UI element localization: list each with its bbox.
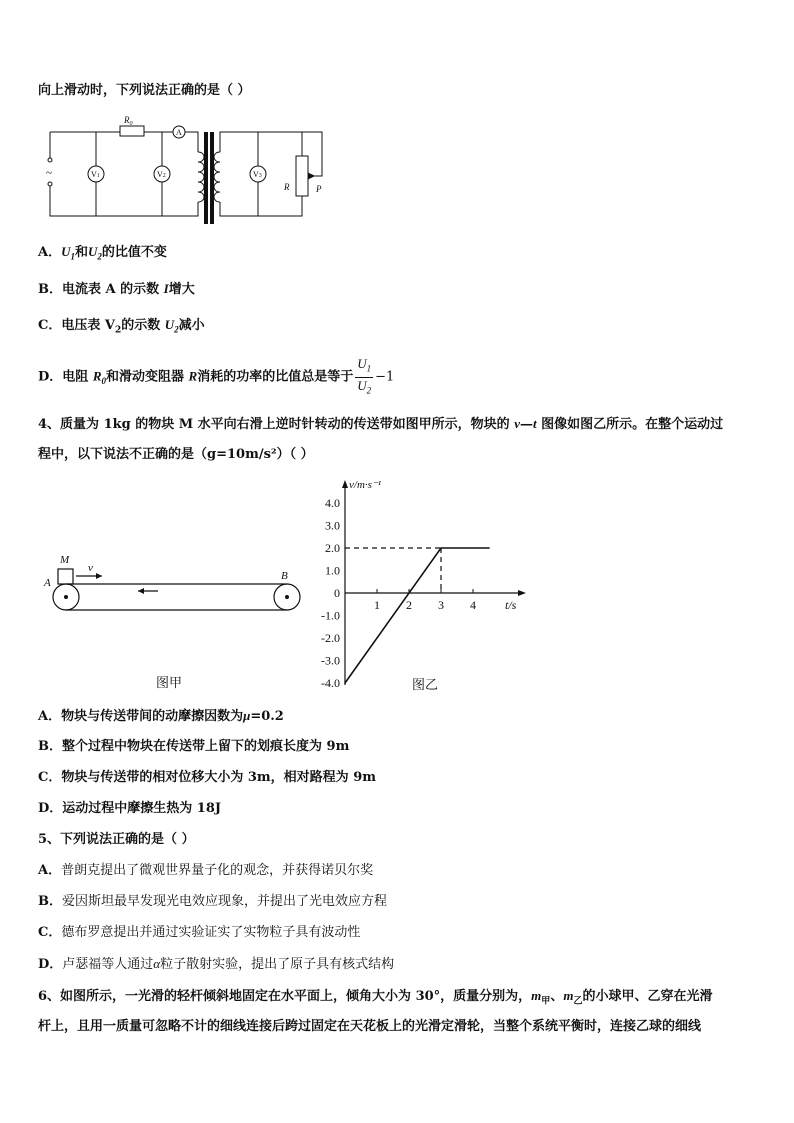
question-4-stem-line2: 程中，以下说法不正确的是（g=10m/s²）（ ）	[38, 447, 314, 462]
label-A: A	[44, 577, 51, 589]
conveyor-belt-figure	[38, 545, 308, 695]
y-tick-label: -4.0	[321, 676, 340, 690]
q4-option-a: A．物块与传送带间的动摩擦因数为μ=0.2	[38, 708, 284, 724]
label-M: M	[60, 554, 70, 566]
ammeter-label: A	[176, 128, 182, 137]
y-tick-label: 0	[334, 586, 340, 600]
x-axis-arrow	[518, 590, 526, 596]
v1-label: V1	[91, 170, 100, 179]
x-tick-label: 4	[470, 598, 476, 612]
velocity-point	[488, 547, 490, 549]
x-axis-label: t/s	[505, 598, 517, 612]
y-tick-label: 2.0	[325, 541, 340, 555]
q3-option-b: B．电流表 A 的示数 I增大	[38, 281, 195, 297]
ac-source-symbol: ~	[46, 167, 52, 179]
y-tick-label: 4.0	[325, 496, 340, 510]
question-5-stem: 5、下列说法正确的是（ ）	[38, 832, 195, 847]
q5-option-b: B．爱因斯坦最早发现光电效应现象，并提出了光电效应方程	[38, 894, 388, 909]
y-tick-label: 3.0	[325, 518, 340, 533]
velocity-time-chart	[300, 472, 540, 700]
x-tick-label: 3	[438, 598, 444, 612]
y-tick-label: -3.0	[321, 653, 340, 668]
question-3-stem: 向上滑动时，下列说法正确的是（ ）	[38, 83, 251, 98]
question-4-stem-line1: 4、质量为 1kg 的物块 M 水平向右滑上逆时针转动的传送带如图甲所示，物块的 v—t 图像如图乙所示。在整个运动过	[38, 416, 724, 432]
q3-option-d: D．电阻 $R_0$和滑动变阻器 R消耗的功率的比值总是等于 $\frac{U_1}{U_2}$ −1	[38, 356, 394, 401]
velocity-point	[344, 682, 346, 684]
label-R: R	[284, 182, 290, 192]
label-P: P	[316, 184, 322, 194]
q4-option-b: B．整个过程中物块在传送带上留下的划痕长度为 9m	[38, 739, 350, 754]
y-tick-label: -2.0	[321, 631, 340, 645]
q5-option-c: C．德布罗意提出并通过实验证实了实物粒子具有波动性	[38, 925, 361, 940]
v2-label: V2	[157, 170, 166, 179]
x-tick-label: 2	[406, 598, 412, 612]
q3-option-a: A．$U_1$和$U_2$的比值不变	[38, 244, 167, 262]
transformer-circuit-diagram	[40, 112, 340, 224]
y-axis-label: v/m·s⁻¹	[349, 479, 382, 491]
q4-option-d: D．运动过程中摩擦生热为 18J	[38, 801, 222, 816]
figure-jia-caption: 图甲	[156, 675, 183, 690]
q5-option-d: D．卢瑟福等人通过α粒子散射实验，提出了原子具有核式结构	[38, 956, 395, 972]
y-tick-label: -1.0	[321, 608, 340, 623]
question-6-stem-line2: 杆上，且用一质量可忽略不计的细线连接后跨过固定在天花板上的光滑定滑轮，当整个系统平衡时，连接乙球的细线	[38, 1019, 702, 1034]
label-B: B	[281, 570, 288, 582]
voltage-ratio-fraction: $\frac{U_1}{U_2}$	[357, 356, 372, 396]
x-tick-label: 1	[374, 598, 380, 612]
velocity-line	[345, 548, 489, 683]
q3-option-c: C．电压表 $V_2$的示数 $U_2$减小	[38, 317, 205, 336]
y-tick-label: 1.0	[325, 563, 340, 578]
q4-option-c: C．物块与传送带的相对位移大小为 3m，相对路程为 9m	[38, 770, 377, 785]
v3-label: V3	[253, 170, 262, 179]
label-R0: $R_0$	[124, 115, 133, 127]
question-6-stem-line1: 6、如图所示，一光滑的轻杆倾斜地固定在水平面上，倾角大小为 30°，质量分别为，$m_甲$、$m_乙$的小球甲、乙穿在光滑	[38, 988, 713, 1007]
q5-option-a: A．普朗克提出了微观世界量子化的观念，并获得诺贝尔奖	[38, 863, 374, 878]
label-v: v	[88, 562, 93, 574]
velocity-point	[440, 547, 442, 549]
y-axis-arrow	[342, 480, 348, 488]
figure-yi-caption: 图乙	[412, 677, 439, 692]
